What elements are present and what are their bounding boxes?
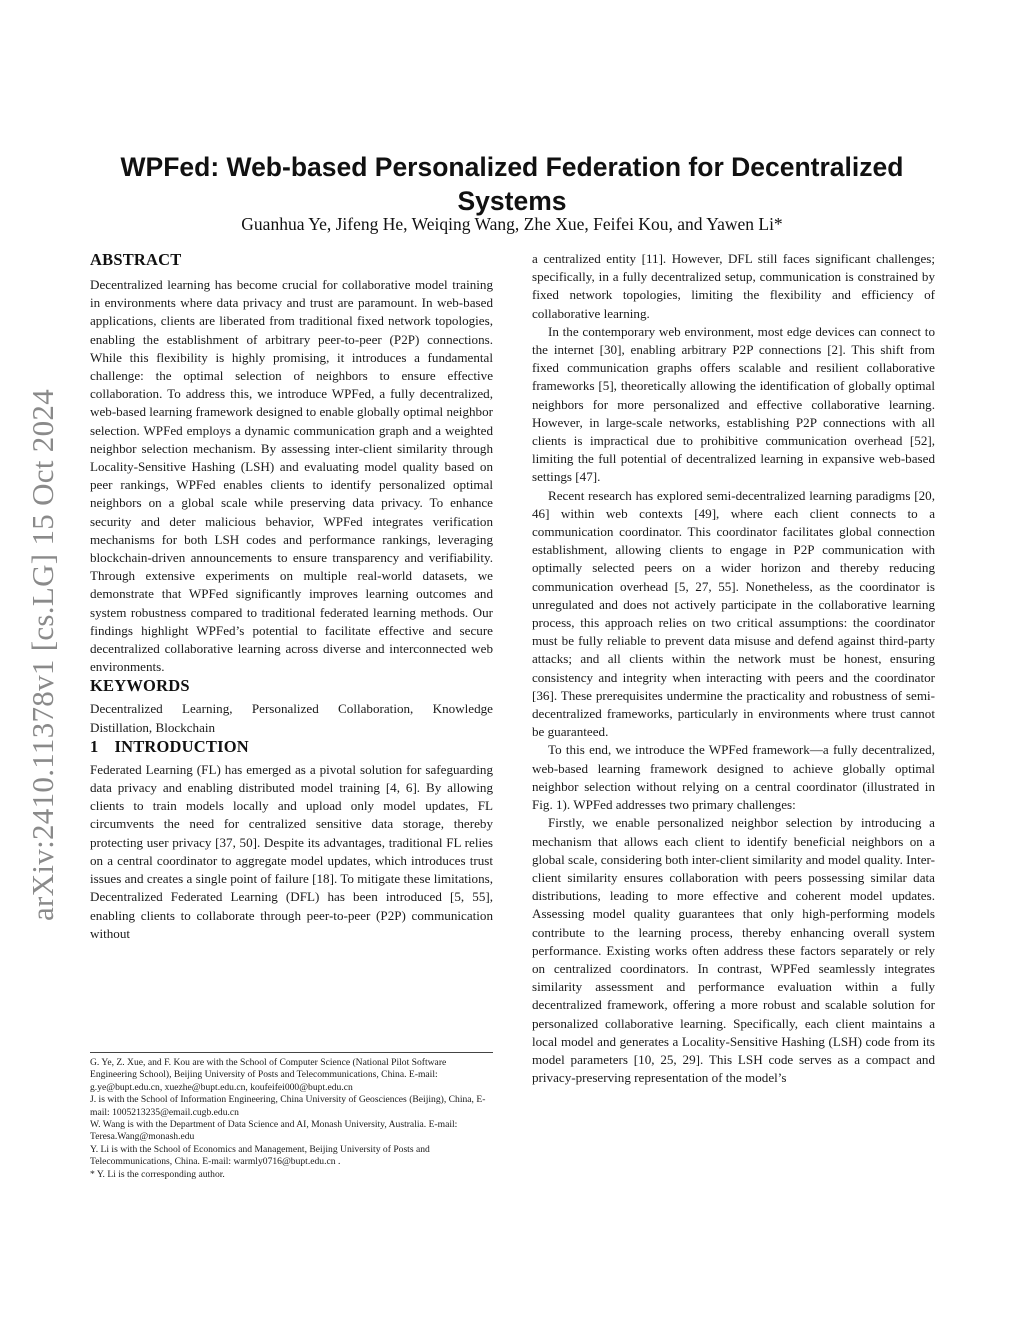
intro-paragraph-4: To this end, we introduce the WPFed framework—a fully decentralized, web-based learning framework designed to achieve globally optimal neighbor selection without relying on a central coordinator (illustrated in Fig. 1). WPFed addresses two primary challenges: (532, 742, 935, 813)
abstract-heading: ABSTRACT (90, 250, 182, 269)
footnote: G. Ye, Z. Xue, and F. Kou are with the School of Computer Science (National Pilot Software Engineering School), Beijing University of Posts and Telecommunications, China. E-mail: g.ye@bupt.edu.cn, xuezhe@bupt.edu.cn, koufeifei000@bupt.edu.cn (90, 1057, 447, 1093)
introduction-heading (90, 737, 493, 757)
intro-paragraph-2: In the contemporary web environment, most edge devices can connect to the internet [30], enabling arbitrary P2P connections [2]. This shift from fixed communication graphs offers scalable and resilient collaborative frameworks [5], theoretically allowing the identification of globally optimal neighbors for more personalized and effective collaborative learning. However, in large-scale networks, establishing P2P connections with all clients is impractical due to prohibitive communication overhead [52], limiting the full potential of decentralized learning in expansive web-based settings [47]. (532, 323, 935, 485)
left-column (90, 250, 493, 943)
section-number: 1 (90, 736, 99, 756)
intro-paragraph-1: Federated Learning (FL) has emerged as a pivotal solution for safeguarding data privacy and enabling distributed model training [4, 6]. By allowing clients to train models locally and upload only model updates, FL circumvents the need for centralized sensitive data storage, thereby protecting user privacy [37, 50]. Despite its advantages, traditional FL relies on a central coordinator to aggregate model updates, which introduces trust issues and creates a single point of failure [18]. To mitigate these limitations, Decentralized Federated Learning (DFL) has been introduced [5, 55], enabling clients to collaborate through peer-to-peer (P2P) communication without (90, 761, 493, 941)
keywords-heading: KEYWORDS (90, 676, 190, 696)
footnote: * Y. Li is the corresponding author. (90, 1168, 225, 1180)
footnote: W. Wang is with the Department of Data Science and AI, Monash University, Australia. E-mail: Teresa.Wang@monash.edu (90, 1119, 458, 1143)
arxiv-sidebar-stamp (18, 360, 68, 950)
right-column (532, 250, 935, 1087)
paper-title: WPFed: Web-based Personalized Federation for Decentralized Systems (120, 151, 904, 216)
author-list: Guanhua Ye, Jifeng He, Weiqing Wang, Zhe Xue, Feifei Kou, and Yawen Li* (241, 214, 783, 234)
author-footnotes (90, 1052, 493, 1181)
abstract-text: Decentralized learning has become crucial for collaborative model training in environments where data privacy and trust are paramount. In web-based applications, clients are liberated from traditional fixed network topologies, enabling the establishment of arbitrary peer-to-peer (P2P) connections. While this flexibility is highly promising, it introduces a fundamental challenge: the optimal selection of neighbors to ensure effective collaboration. To address this, we introduce WPFed, a fully decentralized, web-based learning framework designed to enable globally optimal neighbor selection. WPFed employs a dynamic communication graph and a weighted neighbor selection mechanism. By assessing inter-client similarity through Locality-Sensitive Hashing (LSH) and evaluating model quality based on peer rankings, WPFed enables clients to identify personalized optimal neighbors on a global scale while preserving data privacy. To enhance security and deter malicious behavior, WPFed integrates verification mechanisms for both LSH codes and performance rankings, leveraging blockchain-driven announcements to ensure transparency and verifiability. Through extensive experiments on multiple real-world datasets, we demonstrate that WPFed significantly improves learning outcomes and system robustness compared to traditional federated learning methods. Our findings highlight WPFed’s potential to facilitate effective and secure decentralized collaborative learning across diverse and interconnected web environments. (90, 277, 493, 675)
arxiv-identifier: arXiv:2410.11378v1 [cs.LG] 15 Oct 2024 (25, 389, 60, 921)
keywords-text: Decentralized Learning, Personalized Collaboration, Knowledge Distillation, Blockchain (90, 701, 493, 735)
intro-paragraph-1-continued: a centralized entity [11]. However, DFL still faces significant challenges; specifically, in a fully decentralized setup, communication is constrained by fixed network topologies, limiting the flexibility and efficiency of collaborative learning. (532, 251, 935, 321)
intro-paragraph-3: Recent research has explored semi-decentralized learning paradigms [20, 46] within web contexts [49], where each client connects to a communication coordinator. This coordinator facilitates global connection establishment, allowing clients to engage in P2P communication with optimally selected peers on a wider horizon and thereby reducing communication overhead [5, 27, 55]. Nonetheless, as the coordinator is unregulated and does not actively participate in the collaborative learning process, this approach relies on two critical assumptions: the coordinator must be fully reliable to prevent data misuse and defend against third-party attacks; and all clients within the network must be honest, ensuring consistency and integrity when interacting with peers and the coordinator [36]. These prerequisites undermine the practicality and robustness of semi-decentralized frameworks, particularly in environments where trust cannot be guaranteed. (532, 487, 935, 740)
intro-paragraph-5: Firstly, we enable personalized neighbor selection by introducing a mechanism that allows each client to identify beneficial neighbors on a global scale, considering both inter-client similarity and model quality. Inter-client similarity ensures collaboration with peers possessing similar data distributions, leading to more effective and coherent model updates. Assessing model quality guarantees that only high-performing models contribute to the learning process, thereby enhancing overall system performance. Existing works often address these factors separately or rely on centralized coordinators. In contrast, WPFed seamlessly integrates similarity assessment and performance evaluation within a fully decentralized framework, offering a more robust and scalable solution for personalized collaborative learning. Specifically, each client maintains a local model and generates a Locality-Sensitive Hashing (LSH) code from its model parameters [10, 25, 29]. This LSH code serves as a compact and privacy-preserving representation of the model’s (532, 815, 935, 1086)
section-title: INTRODUCTION (114, 736, 249, 756)
footnote: Y. Li is with the School of Economics and Management, Beijing University of Posts and Telecommunications, China. E-mail: warmly0716@bupt.edu.cn . (90, 1143, 430, 1168)
footnote: J. is with the School of Information Engineering, China University of Geosciences (Beijing), China, E-mail: 1005213235@email.cugb.edu.cn (90, 1094, 486, 1118)
